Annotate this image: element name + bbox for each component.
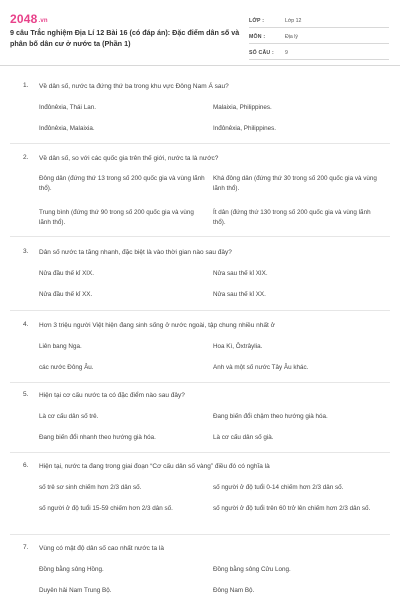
question-number: 3. — [23, 248, 29, 255]
meta-subject-value[interactable]: Địa lý — [285, 33, 298, 40]
answer-option-d[interactable]: Là cơ cấu dân số già. — [213, 434, 274, 441]
question-text: Về dân số, so với các quốc gia trên thế giới, nước ta là nước? — [39, 155, 219, 162]
answer-option-a[interactable]: Đồng bằng sông Hồng. — [39, 566, 104, 573]
question-number: 7. — [23, 544, 29, 551]
question-number: 5. — [23, 391, 29, 398]
question-text: Hiện tại, nước ta đang trong giai đoạn “Cơ cấu dân số vàng” điều đó có nghĩa là — [39, 463, 270, 470]
question-divider — [10, 310, 390, 311]
answer-option-b[interactable]: Nửa sau thế kỉ XIX. — [213, 270, 268, 277]
answer-option-b[interactable]: số người ở độ tuổi 0-14 chiếm hơn 2/3 dân số. — [213, 484, 344, 491]
answer-option-a[interactable]: số trẻ sơ sinh chiếm hơn 2/3 dân số. — [39, 484, 142, 491]
logo-main-text: 2048 — [10, 12, 38, 26]
answer-option-c[interactable]: Trung bình (đứng thứ 90 trong số 200 quốc gia và vùng lãnh thổ). — [39, 209, 194, 226]
question-text: Về dân số, nước ta đứng thứ ba trong khu vực Đông Nam Á sau? — [39, 83, 229, 90]
answer-option-d[interactable]: Ít dân (đứng thứ 130 trong số 200 quốc gia và vùng lãnh thổ). — [213, 209, 371, 226]
meta-subject-row — [249, 30, 389, 44]
answer-option-d[interactable]: Đông Nam Bộ. — [213, 587, 255, 594]
answer-option-a[interactable]: Đông dân (đứng thứ 13 trong số 200 quốc gia và vùng lãnh thổ). — [39, 175, 205, 192]
question-number: 1. — [23, 82, 29, 89]
question-divider — [10, 143, 390, 144]
answer-option-b[interactable]: Khá đông dân (đứng thứ 30 trong số 200 quốc gia và vùng lãnh thổ). — [213, 175, 377, 192]
question-text: Hiện tại cơ cấu nước ta có đặc điểm nào sau đây? — [39, 392, 185, 399]
question-divider — [10, 534, 390, 535]
meta-panel — [249, 14, 389, 62]
question-number: 4. — [23, 321, 29, 328]
answer-option-a[interactable]: Inđônêxia, Thái Lan. — [39, 104, 96, 111]
meta-subject-label: MÔN : — [249, 33, 266, 40]
answer-option-c[interactable]: Inđônêxia, Malaixia. — [39, 125, 95, 132]
answer-option-d[interactable]: Nửa sau thế kỉ XX. — [213, 291, 266, 298]
answer-option-a[interactable]: Nửa đầu thế kỉ XIX. — [39, 270, 94, 277]
answer-option-d[interactable]: Inđônêxia, Philippines. — [213, 125, 277, 132]
question-divider — [10, 452, 390, 453]
question-text: Dân số nước ta tăng nhanh, đặc biệt là vào thời gian nào sau đây? — [39, 249, 232, 256]
page-title: 9 câu Trắc nghiệm Địa Lí 12 Bài 16 (có đáp án): Đặc điểm dân số và phân bố dân cư ở nước ta (Phần 1) — [10, 28, 240, 48]
answer-option-b[interactable]: Đang biến đổi chậm theo hướng già hóa. — [213, 413, 328, 420]
question-number: 2. — [23, 154, 29, 161]
logo-suffix-text: .vn — [38, 18, 48, 24]
meta-class-value[interactable]: Lớp 12 — [285, 17, 302, 24]
question-divider — [10, 236, 390, 237]
meta-class-label: LỚP : — [249, 17, 265, 24]
answer-option-b[interactable]: Malaixia, Philippines. — [213, 104, 272, 111]
answer-option-d[interactable]: số người ở độ tuổi trên 60 trở lên chiếm hơn 2/3 dân số. — [213, 505, 371, 512]
question-number: 6. — [23, 462, 29, 469]
meta-count-row — [249, 46, 389, 60]
answer-option-c[interactable]: số người ở độ tuổi 15-59 chiếm hơn 2/3 dân số. — [39, 505, 173, 512]
answer-option-c[interactable]: Nửa đầu thế kỉ XX. — [39, 291, 93, 298]
meta-count-value: 9 — [285, 49, 288, 56]
page-header — [0, 0, 400, 66]
meta-count-label: SỐ CÂU : — [249, 49, 274, 56]
answer-option-b[interactable]: Đồng bằng sông Cửu Long. — [213, 566, 291, 573]
answer-option-a[interactable]: Là cơ cấu dân số trẻ. — [39, 413, 99, 420]
answer-option-d[interactable]: Anh và một số nước Tây Âu khác. — [213, 364, 309, 371]
meta-class-row — [249, 14, 389, 28]
question-text: Hơn 3 triệu người Việt hiện đang sinh sống ở nước ngoài, tập chung nhiều nhất ở — [39, 322, 275, 329]
answer-option-c[interactable]: Đang biến đổi nhanh theo hướng già hóa. — [39, 434, 156, 441]
question-divider — [10, 382, 390, 383]
answer-option-a[interactable]: Liên bang Nga. — [39, 343, 82, 350]
site-logo[interactable] — [10, 12, 48, 26]
answer-option-b[interactable]: Hoa Kì, Ôxtrâylia. — [213, 343, 263, 350]
answer-option-c[interactable]: các nước Đông Âu. — [39, 364, 94, 371]
answer-option-c[interactable]: Duyên hải Nam Trung Bộ. — [39, 587, 112, 594]
question-text: Vùng có mật độ dân số cao nhất nước ta là — [39, 545, 164, 552]
